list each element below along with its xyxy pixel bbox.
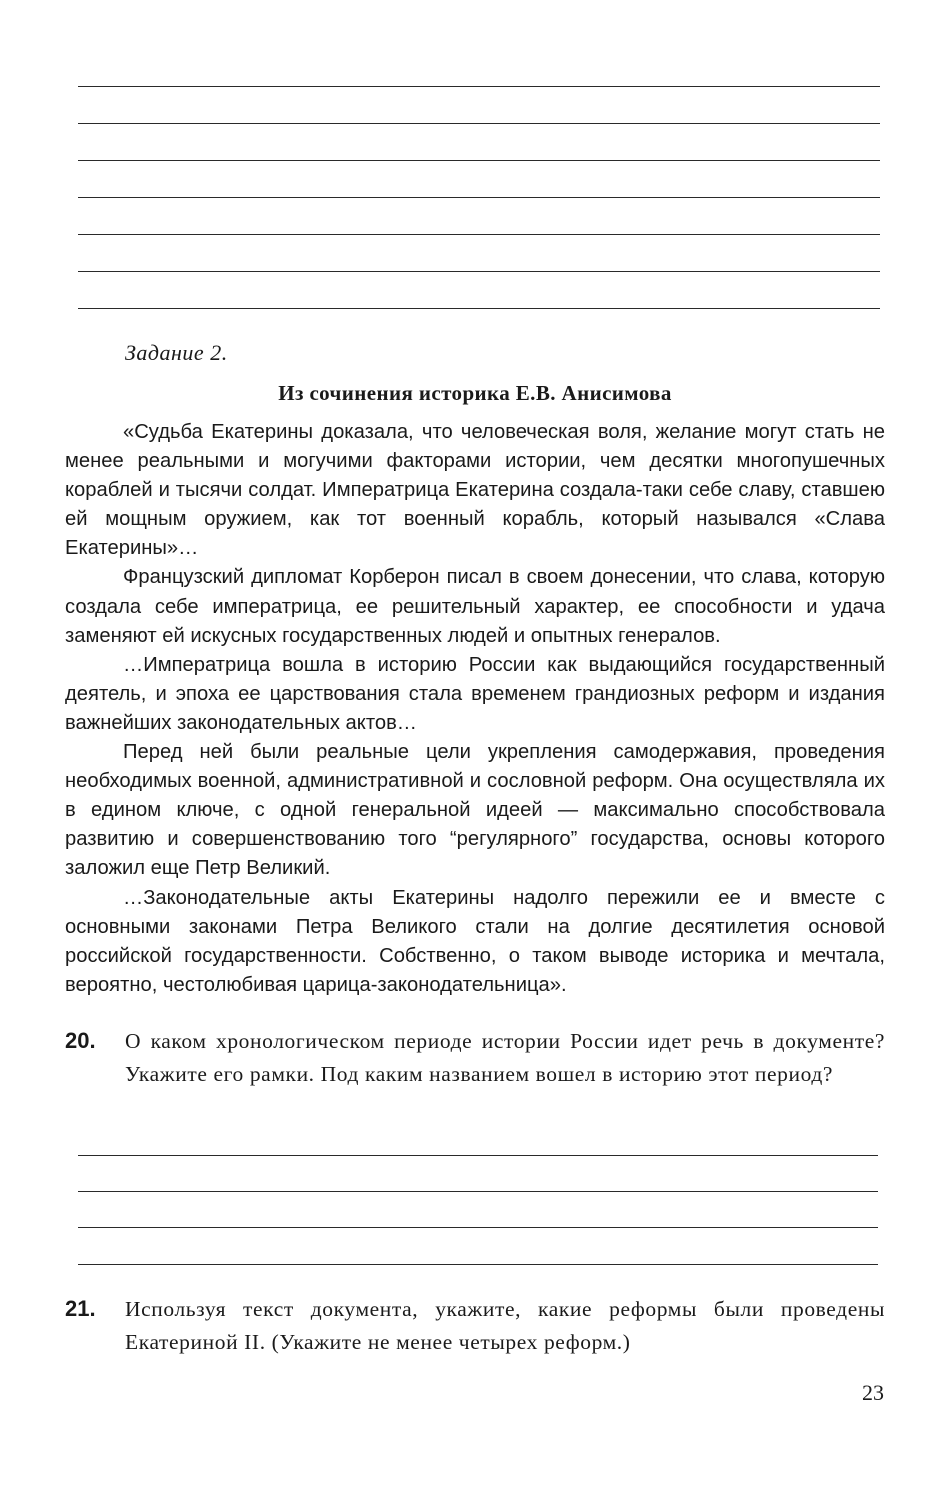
question-number: 21.	[65, 1296, 96, 1321]
document-paragraph: Перед ней были реальные цели укрепления самодержавия, проведения необходимых военной, административной и сословной реформ. Она осуществляла их в едином ключе, с одной генеральной идеей — максимально способствовала развитию и совершенствованию того “регулярного” государства, основы которого заложил еще Петр Великий.	[65, 741, 885, 880]
task-label: Задание 2.	[125, 340, 228, 365]
answer-line[interactable]	[78, 160, 880, 161]
document-text	[65, 418, 885, 1000]
answer-line[interactable]	[78, 123, 880, 124]
page-number: 23	[862, 1380, 884, 1405]
answer-line[interactable]	[78, 308, 880, 309]
answer-line[interactable]	[78, 271, 880, 272]
question-20	[65, 1025, 885, 1090]
answer-line[interactable]	[78, 197, 880, 198]
answer-line[interactable]	[78, 1191, 878, 1192]
answer-line[interactable]	[78, 1227, 878, 1228]
document-title: Из сочинения историка Е.В. Анисимова	[278, 381, 672, 405]
document-paragraph: …Императрица вошла в историю России как выдающийся государственный деятель, и эпоха ее царствования стала временем грандиозных реформ и издания важнейших законодательных актов…	[65, 653, 885, 734]
answer-line[interactable]	[78, 1155, 878, 1156]
question-21	[65, 1293, 885, 1358]
document-paragraph: …Законодательные акты Екатерины надолго пережили ее и вместе с основными законами Петра Великого стали на долгие десятилетия основой российской государственности. Собственно, о таком выводе историка и мечтала, вероятно, честолюбивая царица-законодательница».	[65, 886, 885, 996]
answer-line[interactable]	[78, 86, 880, 87]
document-paragraph: Французский дипломат Корберон писал в своем донесении, что слава, которую создала себе императрица, ее решительный характер, ее способности и удача заменяют ей искусных государственных людей и опытных генералов.	[65, 566, 885, 647]
answer-line[interactable]	[78, 1264, 878, 1265]
document-paragraph: «Судьба Екатерины доказала, что человеческая воля, желание могут стать не менее реальными и могучими факторами истории, чем десятки многопушечных кораблей и тысячи солдат. Императрица Екатерина создала-таки себе славу, ставшею ей мощным оружием, как тот военный корабль, который назывался «Слава Екатерины»…	[65, 421, 885, 560]
answer-line[interactable]	[78, 234, 880, 235]
question-text: Используя текст документа, укажите, какие реформы были проведены Екатериной II. (Укажите не менее четырех реформ.)	[125, 1297, 885, 1354]
question-text: О каком хронологическом периоде истории России идет речь в документе? Укажите его рамки. Под каким названием вошел в историю этот период?	[125, 1029, 885, 1086]
question-number: 20.	[65, 1028, 96, 1053]
